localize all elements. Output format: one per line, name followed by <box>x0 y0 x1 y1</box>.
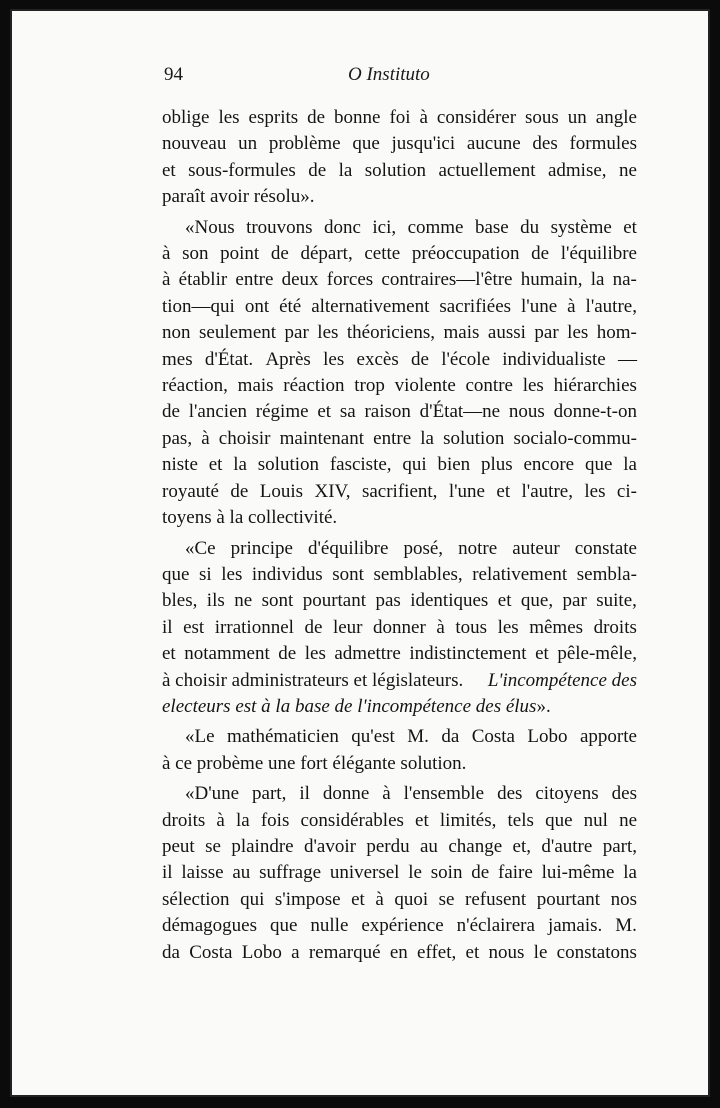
paragraph <box>162 536 637 721</box>
text-line <box>162 668 637 694</box>
text-line: réaction, mais réaction trop violente contre les hiérarchies <box>162 375 637 397</box>
text-line <box>162 694 637 720</box>
text-line: de l'ancien régime et sa raison d'État—ne nous donne-t-on <box>162 401 637 423</box>
paragraph <box>162 724 637 777</box>
text-line: bles, ils ne sont pourtant pas identiques et que, par suite, <box>162 590 637 612</box>
text-line: «D'une part, il donne à l'ensemble des citoyens des <box>185 783 637 805</box>
text-line: peut se plaindre d'avoir perdu au change et, d'autre part, <box>162 835 637 857</box>
text-segment: à choisir administrateurs et législateurs. <box>162 669 464 691</box>
text-line: tion—qui ont été alternativement sacrifiées l'une à l'autre, <box>162 295 637 317</box>
text-line: et notamment de les admettre indistinctement et pêle-mêle, <box>162 643 637 665</box>
page-header <box>164 64 644 94</box>
text-line: toyens à la collectivité. <box>162 507 338 529</box>
text-line: mes d'État. Après les excès de l'école individualiste — <box>162 348 637 370</box>
paragraph <box>162 215 637 532</box>
text-line: démagogues que nulle expérience n'éclairera jamais. M. <box>162 915 637 937</box>
text-line: droits à la fois considérables et limités, tels que nul ne <box>162 809 637 831</box>
running-title: O Instituto <box>348 64 430 85</box>
text-line: à établir entre deux forces contraires—l'être humain, la na- <box>162 269 637 291</box>
page-number: 94 <box>164 64 183 85</box>
book-page <box>10 9 710 1097</box>
paragraph <box>162 781 637 966</box>
text-line: «Nous trouvons donc ici, comme base du système et <box>185 216 637 238</box>
text-line: niste et la solution fasciste, qui bien plus encore que la <box>162 454 637 476</box>
text-line: royauté de Louis XIV, sacrifient, l'une et l'autre, les ci- <box>162 480 637 502</box>
text-line: «Le mathématicien qu'est M. da Costa Lobo apporte <box>185 726 637 748</box>
text-line: «Ce principe d'équilibre posé, notre auteur constate <box>185 537 637 559</box>
text-line: oblige les esprits de bonne foi à considérer sous un angle <box>162 107 637 128</box>
italic-segment: L'incompétence des <box>487 669 637 691</box>
text-line: à son point de départ, cette préoccupation de l'équilibre <box>162 243 637 265</box>
text-line: et sous-formules de la solution actuellement admise, ne <box>162 159 637 181</box>
paragraph <box>162 105 637 211</box>
italic-segment: electeurs est à la base de l'incompétence des élus <box>162 695 537 717</box>
text-line: paraît avoir résolu». <box>162 186 315 208</box>
body-text <box>162 105 637 966</box>
text-line: pas, à choisir maintenant entre la solution socialo-commu- <box>162 427 637 449</box>
text-segment: ». <box>536 695 551 717</box>
text-line: sélection qui s'impose et à quoi se refusent pourtant nos <box>162 888 637 910</box>
text-line: il laisse au suffrage universel le soin de faire lui-même la <box>162 862 637 884</box>
text-line: non seulement par les théoriciens, mais aussi par les hom- <box>162 322 637 344</box>
text-line: da Costa Lobo a remarqué en effet, et nous le constatons <box>162 941 637 963</box>
text-line: nouveau un problème que jusqu'ici aucune des formules <box>162 133 637 155</box>
text-line: que si les individus sont semblables, relativement sembla- <box>162 563 637 585</box>
text-line: à ce probème une fort élégante solution. <box>162 752 467 774</box>
text-line: il est irrationnel de leur donner à tous les mêmes droits <box>162 616 637 638</box>
